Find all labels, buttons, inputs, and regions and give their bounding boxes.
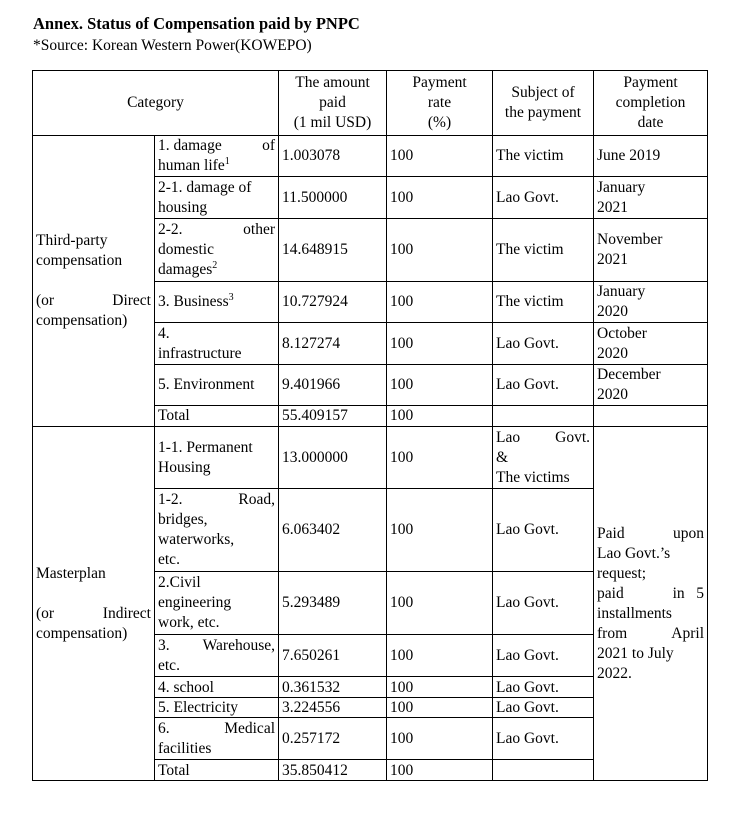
subject-cell: Lao Govt. bbox=[493, 489, 594, 572]
subcategory-cell: 2-2. other domestic damages$^2$ bbox=[155, 219, 279, 282]
total-amount: 35.850412 bbox=[279, 760, 387, 781]
rate-cell: 100 bbox=[387, 365, 493, 406]
amount-cell: 13.000000 bbox=[279, 427, 387, 489]
rate-cell: 100 bbox=[387, 572, 493, 635]
header-amount: The amount paid (1 mil USD) bbox=[279, 71, 387, 136]
date-cell: June 2019 bbox=[594, 136, 708, 177]
amount-cell: 7.650261 bbox=[279, 635, 387, 677]
subcategory-cell: 5. Electricity bbox=[155, 698, 279, 718]
amount-cell: 3.224556 bbox=[279, 698, 387, 718]
header-rate: Payment rate (%) bbox=[387, 71, 493, 136]
subject-cell: Lao Govt. bbox=[493, 177, 594, 219]
date-cell: November 2021 bbox=[594, 219, 708, 282]
rate-cell: 100 bbox=[387, 698, 493, 718]
date-cell: January 2020 bbox=[594, 282, 708, 323]
amount-cell: 1.003078 bbox=[279, 136, 387, 177]
subcategory-cell: 2.Civil engineering work, etc. bbox=[155, 572, 279, 635]
subject-cell: The victim bbox=[493, 282, 594, 323]
total-rate: 100 bbox=[387, 406, 493, 427]
rate-cell: 100 bbox=[387, 136, 493, 177]
date-cell: January 2021 bbox=[594, 177, 708, 219]
amount-cell: 8.127274 bbox=[279, 323, 387, 365]
rate-cell: 100 bbox=[387, 635, 493, 677]
header-row bbox=[33, 71, 708, 136]
date-cell: December 2020 bbox=[594, 365, 708, 406]
rate-cell: 100 bbox=[387, 677, 493, 698]
rate-cell: 100 bbox=[387, 177, 493, 219]
subject-cell: Lao Govt. bbox=[493, 323, 594, 365]
amount-cell: 6.063402 bbox=[279, 489, 387, 572]
subject-cell: Lao Govt. & The victims bbox=[493, 427, 594, 489]
rate-cell: 100 bbox=[387, 219, 493, 282]
amount-cell: 14.648915 bbox=[279, 219, 387, 282]
total-rate: 100 bbox=[387, 760, 493, 781]
total-amount: 55.409157 bbox=[279, 406, 387, 427]
rate-cell: 100 bbox=[387, 323, 493, 365]
page-title: Annex. Status of Compensation paid by PNPC bbox=[33, 14, 360, 33]
subcategory-cell: 1-2. Road, bridges, waterworks, etc. bbox=[155, 489, 279, 572]
subject-cell: Lao Govt. bbox=[493, 572, 594, 635]
total-label: Total bbox=[155, 406, 279, 427]
total-label: Total bbox=[155, 760, 279, 781]
subcategory-cell: 4. infrastructure bbox=[155, 323, 279, 365]
amount-cell: 0.257172 bbox=[279, 718, 387, 760]
rate-cell: 100 bbox=[387, 489, 493, 572]
table-row bbox=[33, 427, 708, 489]
amount-cell: 9.401966 bbox=[279, 365, 387, 406]
subject-cell: Lao Govt. bbox=[493, 635, 594, 677]
rate-cell: 100 bbox=[387, 282, 493, 323]
subcategory-cell: 1. damage of human life$^1$ bbox=[155, 136, 279, 177]
rate-cell: 100 bbox=[387, 427, 493, 489]
header-category: Category bbox=[33, 71, 279, 136]
subcategory-cell: 6. Medical facilities bbox=[155, 718, 279, 760]
subject-cell: Lao Govt. bbox=[493, 718, 594, 760]
subject-cell: The victim bbox=[493, 219, 594, 282]
subcategory-cell: 3. Warehouse, etc. bbox=[155, 635, 279, 677]
subcategory-cell: 5. Environment bbox=[155, 365, 279, 406]
subject-cell: Lao Govt. bbox=[493, 677, 594, 698]
amount-cell: 5.293489 bbox=[279, 572, 387, 635]
category-third-party: Third-party compensation (or Direct compensation) bbox=[33, 136, 155, 427]
subject-cell: Lao Govt. bbox=[493, 365, 594, 406]
amount-cell: 0.361532 bbox=[279, 677, 387, 698]
subject-cell: Lao Govt. bbox=[493, 698, 594, 718]
header-date: Payment completion date bbox=[594, 71, 708, 136]
table-row bbox=[33, 136, 708, 177]
source-note: *Source: Korean Western Power(KOWEPO) bbox=[33, 37, 312, 54]
date-cell-masterplan: Paid upon Lao Govt.’s request; paid in 5 installments from April 2021 to July 2022. bbox=[594, 427, 708, 781]
amount-cell: 11.500000 bbox=[279, 177, 387, 219]
category-masterplan: Masterplan (or Indirect compensation) bbox=[33, 427, 155, 781]
rate-cell: 100 bbox=[387, 718, 493, 760]
amount-cell: 10.727924 bbox=[279, 282, 387, 323]
subcategory-cell: 4. school bbox=[155, 677, 279, 698]
compensation-table bbox=[32, 70, 708, 781]
header-subject: Subject of the payment bbox=[493, 71, 594, 136]
subcategory-cell: 3. Business$^3$ bbox=[155, 282, 279, 323]
subcategory-cell: 2-1. damage of housing bbox=[155, 177, 279, 219]
date-cell: October 2020 bbox=[594, 323, 708, 365]
subject-cell: The victim bbox=[493, 136, 594, 177]
subcategory-cell: 1-1. Permanent Housing bbox=[155, 427, 279, 489]
